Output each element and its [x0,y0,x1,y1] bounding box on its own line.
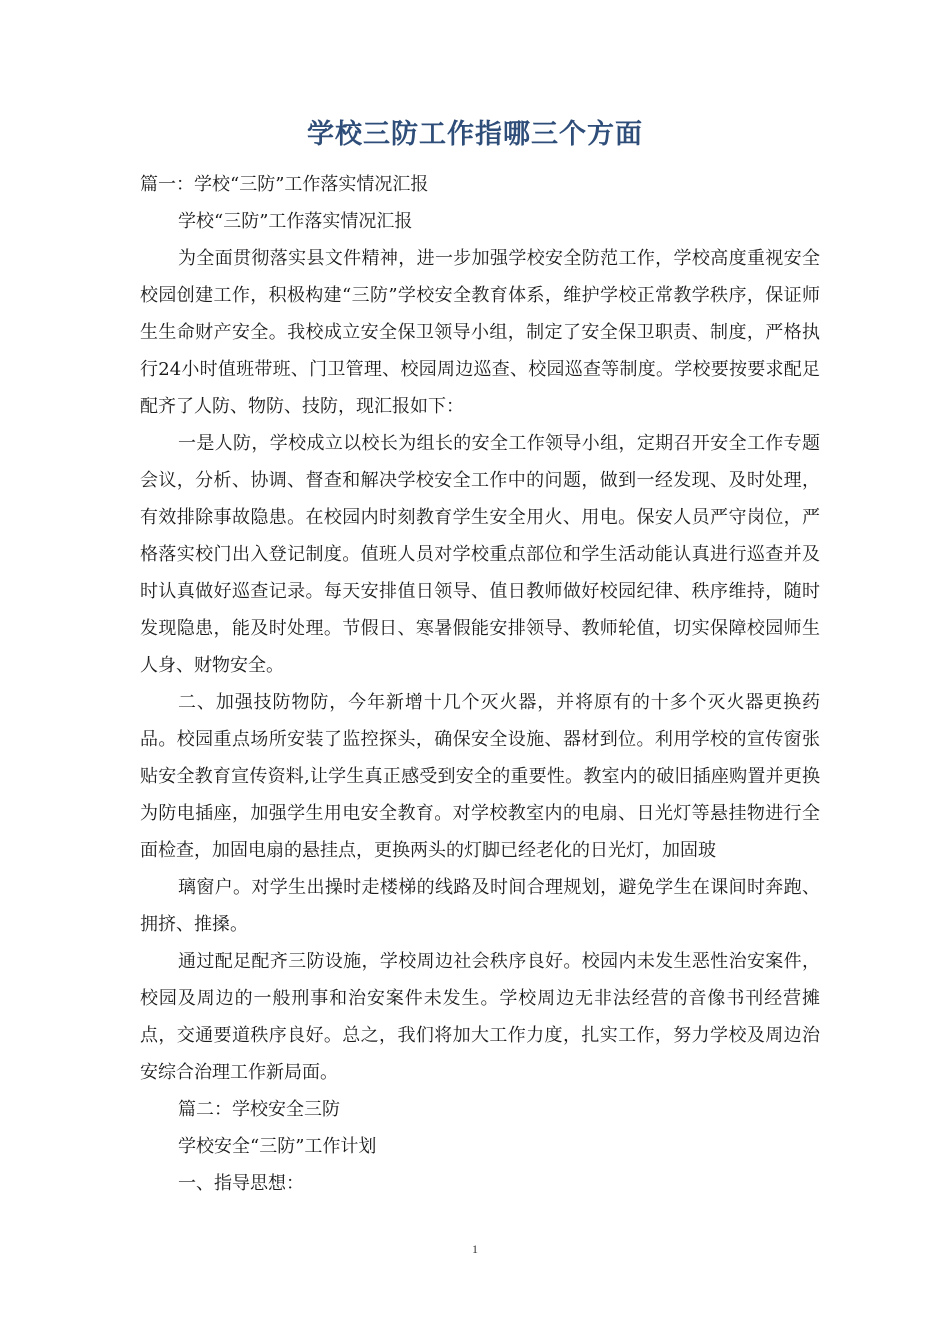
paragraph: 璃窗户。对学生出操时走楼梯的线路及时间合理规划，避免学生在课间时奔跑、拥挤、推搡。 [140,877,820,935]
plan-title: 学校安全“三防”工作计划 [178,1136,377,1157]
paragraph: 通过配足配齐三防设施，学校周边社会秩序良好。校园内未发生恶性治安案件，校园及周边的一般刑事和治安案件未发生。学校周边无非法经营的音像书刊经营摊点，交通要道秩序良好。总之，我们将加大工作力度，扎实工作，努力学校及周边治安综合治理工作新局面。 [140,951,820,1083]
document-title: 学校三防工作指哪三个方面 [307,119,643,150]
subsection-heading: 一、指导思想： [178,1173,304,1194]
section-heading: 篇一：学校“三防”工作落实情况汇报 [140,174,429,195]
report-title: 学校“三防”工作落实情况汇报 [178,211,413,232]
paragraph: 为全面贯彻落实县文件精神，进一步加强学校安全防范工作，学校高度重视安全校园创建工作，积极构建“三防”学校安全教育体系，维护学校正常教学秩序，保证师生生命财产安全。我校成立安全保卫领导小组，制定了安全保卫职责、制度，严格执行24小时值班带班、门卫管理、校园周边巡查、校园巡查等制度。学校要按要求配足配齐了人防、物防、技防，现汇报如下： [140,248,820,417]
section-heading: 篇二：学校安全三防 [178,1099,340,1120]
paragraph: 二、加强技防物防，今年新增十几个灭火器，并将原有的十多个灭火器更换药品。校园重点场所安装了监控探头，确保安全设施、器材到位。利用学校的宣传窗张贴安全教育宣传资料,让学生真正感受到安全的重要性。教室内的破旧插座购置并更换为防电插座，加强学生用电安全教育。对学校教室内的电扇、日光灯等悬挂物进行全面检查，加固电扇的悬挂点，更换两头的灯脚已经老化的日光灯，加固玻 [140,692,820,861]
paragraph: 一是人防，学校成立以校长为组长的安全工作领导小组，定期召开安全工作专题会议，分析、协调、督查和解决学校安全工作中的问题，做到一经发现、及时处理，有效排除事故隐患。在校园内时刻教育学生安全用火、用电。保安人员严守岗位，严格落实校门出入登记制度。值班人员对学校重点部位和学生活动能认真进行巡查并及时认真做好巡查记录。每天安排值日领导、值日教师做好校园纪律、秩序维持，随时发现隐患，能及时处理。节假日、寒暑假能安排领导、教师轮值，切实保障校园师生人身、财物安全。 [140,433,820,676]
page-number: 1 [472,1242,478,1256]
document-body [140,166,820,1202]
